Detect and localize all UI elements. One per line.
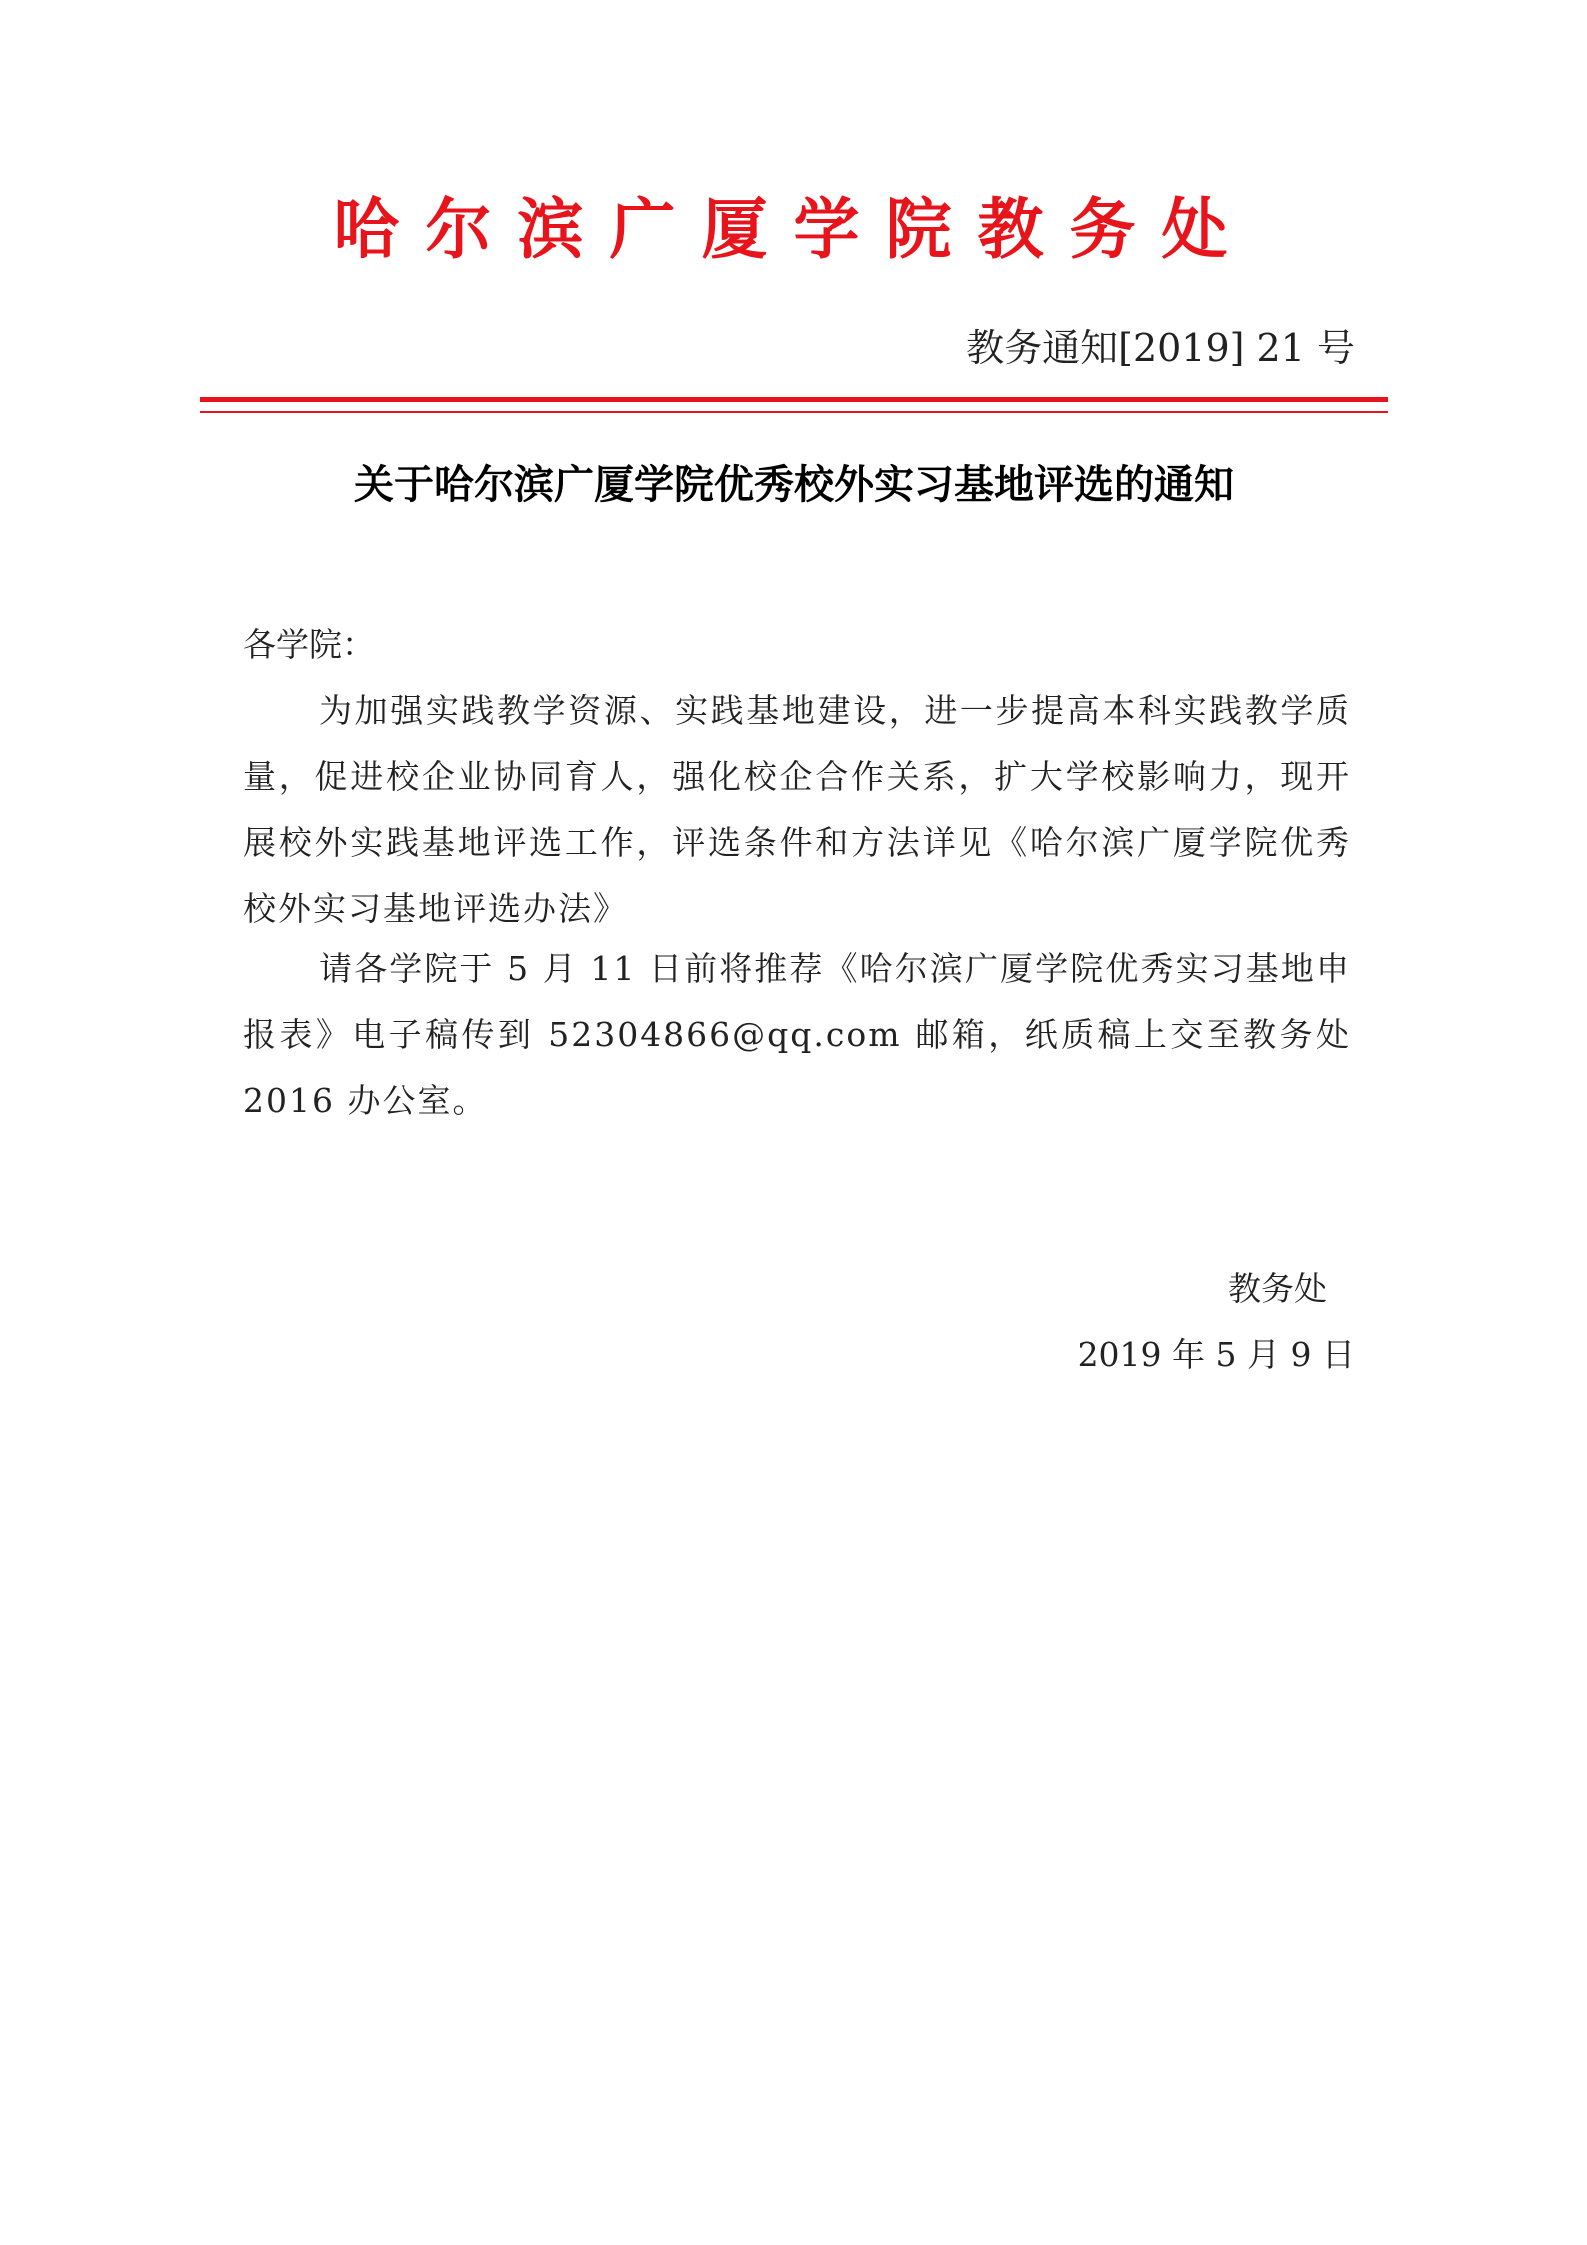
- body-paragraph: 请各学院于 5 月 11 日前将推荐《哈尔滨广厦学院优秀实习基地申报表》电子稿传到 52304866@qq.com 邮箱，纸质稿上交至教务处 2016 办公室。: [243, 949, 1351, 1120]
- signature-date: 2019 年 5 月 9 日: [1077, 1335, 1355, 1374]
- document-number: 教务通知[2019] 21 号: [966, 326, 1355, 370]
- salutation: 各学院：: [243, 625, 375, 664]
- body-paragraph: 为加强实践教学资源、实践基地建设，进一步提高本科实践教学质量，促进校企业协同育人，强化校企合作关系，扩大学校影响力，现开展校外实践基地评选工作，评选条件和方法详见《哈尔滨广厦学院优秀校外实习基地评选办法》: [243, 691, 1351, 928]
- header-rule-thick: [200, 397, 1388, 402]
- organization-header: 哈尔滨广厦学院教务处: [333, 191, 1254, 268]
- header-rule-thin: [200, 411, 1388, 413]
- notice-title: 关于哈尔滨广厦学院优秀校外实习基地评选的通知: [354, 462, 1234, 508]
- signature: 教务处: [1228, 1269, 1327, 1308]
